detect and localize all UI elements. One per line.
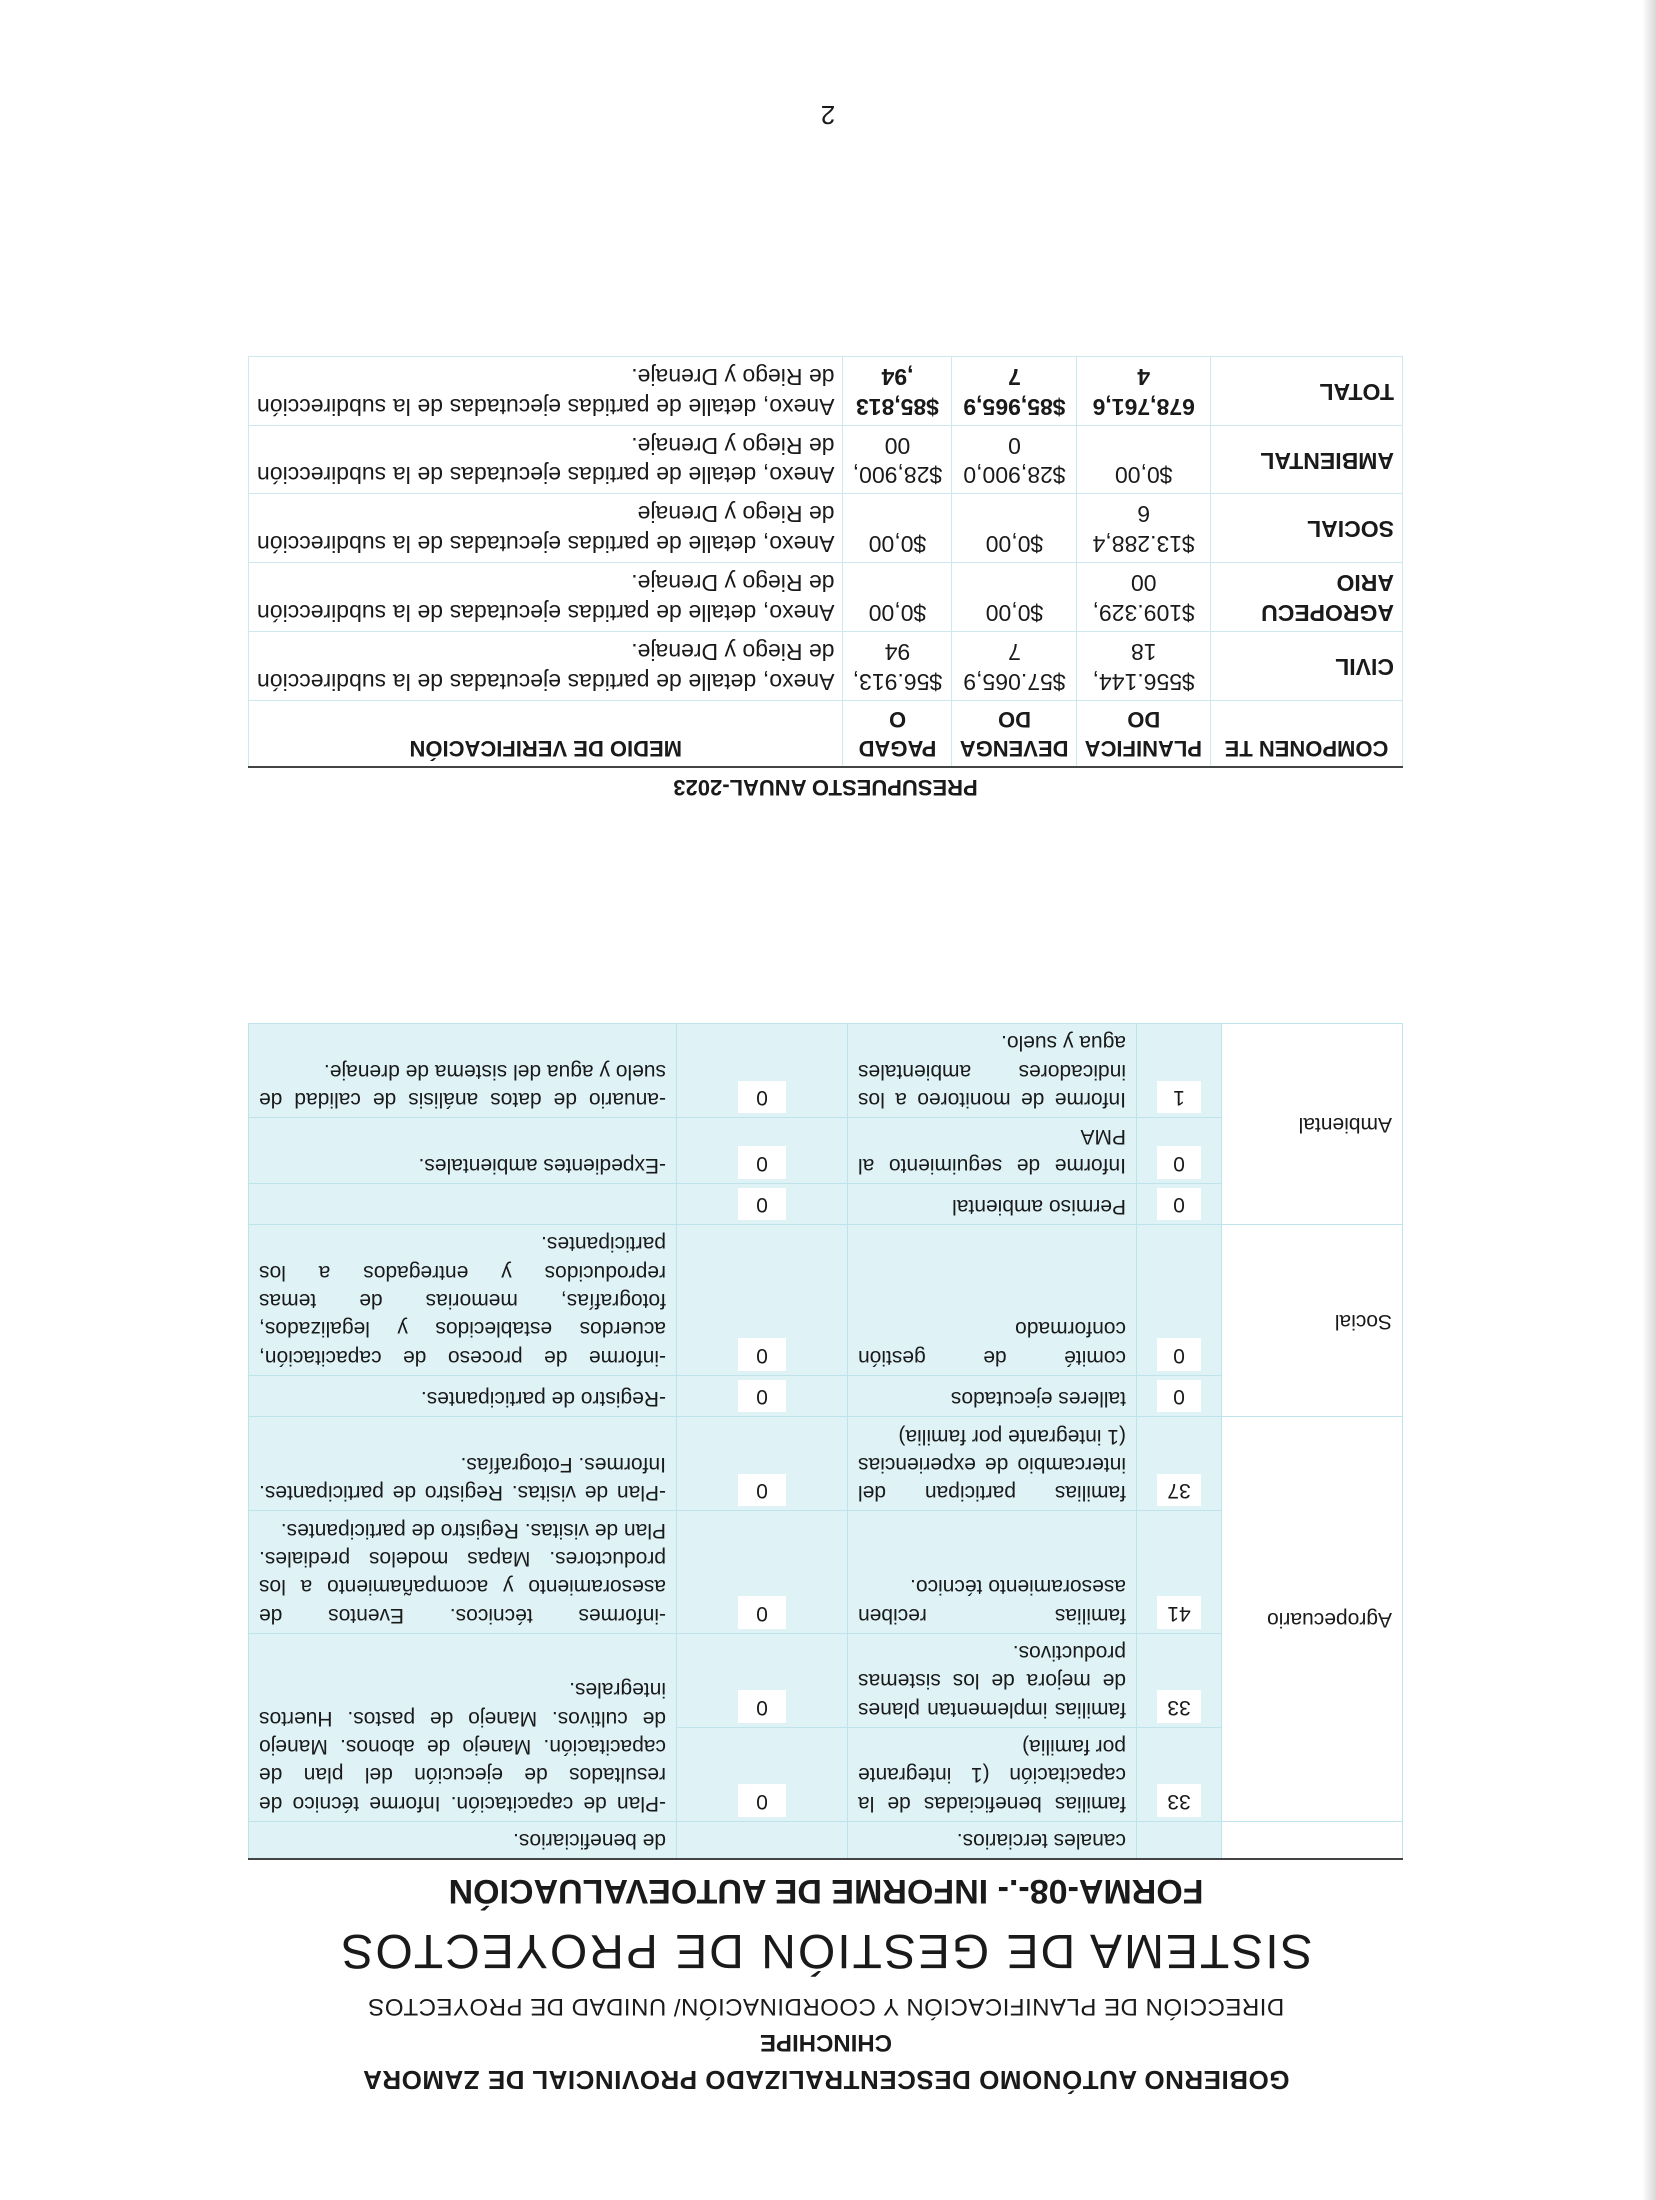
achieved-value: 0 (738, 1188, 786, 1220)
evidence-cell: de beneficiarios. (249, 1821, 677, 1859)
achieved-value: 0 (738, 1081, 786, 1113)
component-social: Social (1222, 1225, 1403, 1417)
budget-verification: Anexo, detalle de partidas ejecutadas de la subdirección de Riego y Drenaje. (249, 425, 844, 494)
budget-total-paid: $85,813 ,94 (843, 356, 952, 425)
budget-paid: $28,900, 00 (843, 425, 952, 494)
achieved-value: 0 (738, 1146, 786, 1178)
evidence-cell: -Expedientes ambientales. (249, 1118, 677, 1184)
table-row (249, 563, 1403, 632)
goal-count: 0 (1157, 1380, 1201, 1412)
budget-accrued: $0,00 (952, 494, 1077, 563)
indicator-cell: familias reciben asesoramiento técnico. (848, 1511, 1137, 1633)
achieved-value: 0 (738, 1474, 786, 1506)
goal-count: 0 (1157, 1146, 1201, 1178)
indicator-cell: Permiso ambiental (848, 1183, 1137, 1224)
indicator-cell: Informe de seguimiento al PMA (848, 1118, 1137, 1184)
table-row (249, 425, 1403, 494)
budget-component: SOCIAL (1211, 494, 1403, 563)
evidence-cell: -Plan de capacitación. Informe técnico de resultados de ejecución del plan de capacitación. Manejo de abonos. Manejo de cultivos. Manejo de pastos. Huertos integrales. (249, 1633, 677, 1821)
budget-verification: Anexo, detalle de partidas ejecutadas de la subdirección de Riego y Drenaje. (249, 632, 844, 701)
header-planned: PLANIFICA DO (1077, 700, 1211, 767)
activities-table (248, 1023, 1403, 1860)
indicator-cell: familias beneficiadas de la capacitación (1 integrante por familia) (848, 1727, 1137, 1821)
budget-accrued: $0,00 (952, 563, 1077, 632)
budget-total-accrued: $85,965,9 7 (952, 356, 1077, 425)
indicator-cell: comité de gestión conformado (848, 1225, 1137, 1376)
budget-planned: $13.288,4 6 (1077, 494, 1211, 563)
budget-verification: Anexo, detalle de partidas ejecutadas de la subdirección de Riego y Drenaje (249, 494, 844, 563)
budget-verification: Anexo, detalle de partidas ejecutadas de la subdirección de Riego y Drenaje. (249, 356, 844, 425)
evidence-cell: -informe de proceso de capacitación, acuerdos establecidos y legalizados, fotografías, memorias de temas reproducidos y entregados a los participantes. (249, 1225, 677, 1376)
budget-planned: $556.144, 18 (1077, 632, 1211, 701)
component-ambiental: Ambiental (1222, 1024, 1403, 1225)
indicator-cell: Informe de monitoreo a los indicadores ambientales agua y suelo. (848, 1024, 1137, 1118)
budget-title: PRESUPUESTO ANUAL-2023 (248, 774, 1403, 800)
budget-component: AMBIENTAL (1211, 425, 1403, 494)
header-accrued: DEVENGA DO (952, 700, 1077, 767)
budget-table (248, 356, 1403, 768)
evidence-cell (249, 1183, 677, 1224)
indicator-cell: talleres ejecutados (848, 1375, 1137, 1416)
system-title: SISTEMA DE GESTIÓN DE PROYECTOS (339, 1924, 1313, 1977)
achieved-value: 0 (738, 1784, 786, 1816)
budget-component: AGROPECU ARIO (1211, 563, 1403, 632)
budget-paid: $56.913, 94 (843, 632, 952, 701)
page-number: 2 (820, 100, 836, 130)
header-paid: PAGAD O (843, 700, 952, 767)
evidence-cell: -Registro de participantes. (249, 1375, 677, 1416)
table-row (249, 632, 1403, 701)
goal-count: 33 (1157, 1784, 1201, 1816)
budget-paid: $0,00 (843, 563, 952, 632)
table-row (249, 1821, 1403, 1859)
direction-line: DIRECCIÓN DE PLANIFICACIÓN Y COORDINACIÓN/ UNIDAD DE PROYECTOS (367, 1993, 1285, 2020)
header-verification: MEDIO DE VERIFICACIÓN (249, 700, 844, 767)
evidence-cell: -anuario de datos análisis de calidad de suelo y agua del sistema de drenaje. (249, 1024, 677, 1118)
goal-count: 0 (1157, 1339, 1201, 1371)
evidence-cell: -informes técnicos. Eventos de asesoramiento y acompañamiento a los productores. Mapas modelos prediales. Plan de visitas. Registro de participantes. (249, 1511, 677, 1633)
indicator-cell: canales terciarios. (848, 1821, 1137, 1859)
achieved-value: 0 (738, 1690, 786, 1722)
budget-component: CIVIL (1211, 632, 1403, 701)
indicator-cell: familias participan del intercambio de experiencias (1 integrante por familia) (848, 1417, 1137, 1511)
form-title: FORMA-08-.- INFORME DE AUTOEVALUACIÓN (448, 1872, 1204, 1910)
table-row (249, 1727, 1403, 1821)
table-row (249, 1183, 1403, 1224)
header-component: COMPONEN TE (1211, 700, 1403, 767)
budget-planned: $0,00 (1077, 425, 1211, 494)
evidence-cell: -Plan de visitas. Registro de participantes. Informes. Fotografías. (249, 1417, 677, 1511)
org-province: CHINCHIPE (760, 2029, 893, 2056)
table-row (249, 494, 1403, 563)
table-row (249, 1375, 1403, 1416)
goal-count: 41 (1157, 1596, 1201, 1628)
budget-planned: $109.329, 00 (1077, 563, 1211, 632)
achieved-value: 0 (738, 1596, 786, 1628)
indicator-cell: familias implementan planes de mejora de los sistemas productivos. (848, 1633, 1137, 1727)
table-header-row (249, 700, 1403, 767)
achieved-value: 0 (738, 1380, 786, 1412)
budget-accrued: $57.065,9 7 (952, 632, 1077, 701)
budget-verification: Anexo, detalle de partidas ejecutadas de la subdirección de Riego y Drenaje. (249, 563, 844, 632)
goal-count: 0 (1157, 1188, 1201, 1220)
goal-count: 37 (1157, 1474, 1201, 1506)
budget-total-label: TOTAL (1211, 356, 1403, 425)
budget-paid: $0,00 (843, 494, 952, 563)
budget-accrued: $28,900,0 0 (952, 425, 1077, 494)
budget-total-planned: 678,761,6 4 (1077, 356, 1211, 425)
goal-count: 33 (1157, 1690, 1201, 1722)
achieved-value: 0 (738, 1339, 786, 1371)
org-name: GOBIERNO AUTÓNOMO DESCENTRALIZADO PROVINCIAL DE ZAMORA (362, 2065, 1290, 2095)
scan-edge-shadow (1642, 0, 1656, 2200)
component-agropecuario: Agropecuario (1222, 1417, 1403, 1821)
table-row-total (249, 356, 1403, 425)
goal-count: 1 (1157, 1081, 1201, 1113)
